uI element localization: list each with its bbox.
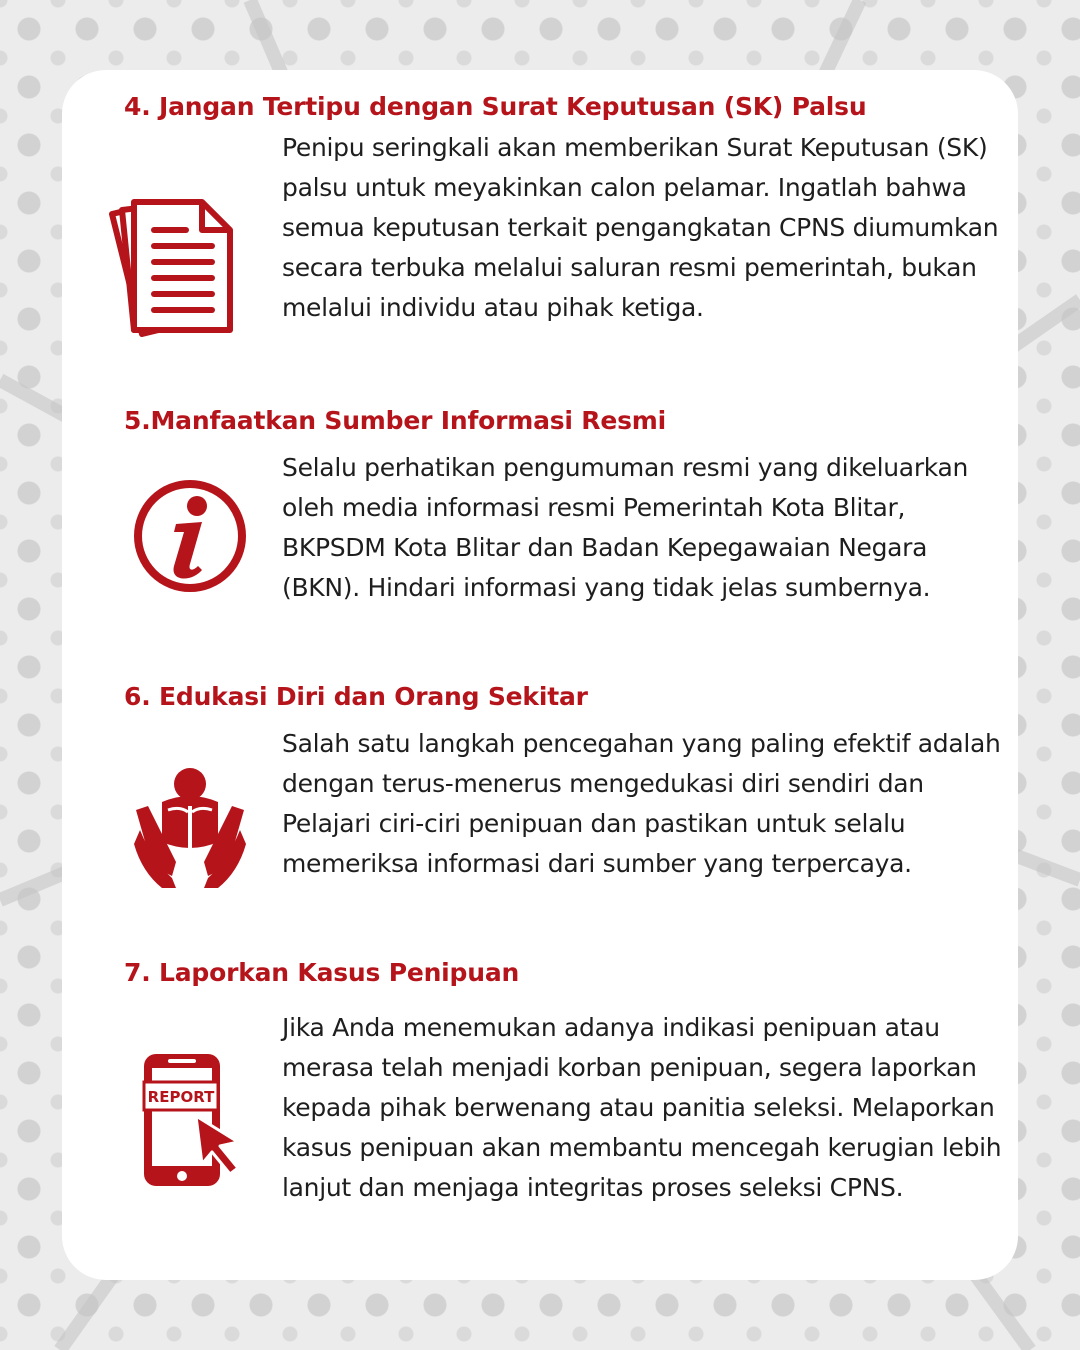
section-body: Jika Anda menemukan adanya indikasi penipuan atau merasa telah menjadi korban penipuan, segera laporkan kepada pihak berwenang atau panitia seleksi. Melaporkan kasus penipuan akan membantu mencegah kerugian lebih lanjut dan menjaga integritas proses seleksi CPNS. <box>282 1013 1002 1202</box>
education-hands-icon <box>132 766 248 890</box>
section-heading: 7. Laporkan Kasus Penipuan <box>124 958 520 987</box>
section-body: Selalu perhatikan pengumuman resmi yang dikeluarkan oleh media informasi resmi Pemerintah Kota Blitar, BKPSDM Kota Blitar dan Badan Kepegawaian Negara (BKN). Hindari informasi yang tidak jelas sumbernya. <box>282 453 969 602</box>
report-label: REPORT <box>147 1088 215 1106</box>
info-icon <box>132 478 248 594</box>
section-heading: 6. Edukasi Diri dan Orang Sekitar <box>124 682 588 711</box>
section-heading: 5.Manfaatkan Sumber Informasi Resmi <box>124 406 666 435</box>
content-card <box>62 70 1018 1280</box>
section-body: Salah satu langkah pencegahan yang paling efektif adalah dengan terus-menerus mengedukasi diri sendiri dan Pelajari ciri-ciri penipuan dan pastikan untuk selalu memeriksa informasi dari sumber yang terpercaya. <box>282 729 1001 878</box>
documents-icon <box>106 196 252 342</box>
section-heading: 4. Jangan Tertipu dengan Surat Keputusan (SK) Palsu <box>124 92 867 121</box>
section-body: Penipu seringkali akan memberikan Surat Keputusan (SK) palsu untuk meyakinkan calon pelamar. Ingatlah bahwa semua keputusan terkait pengangkatan CPNS diumumkan secara terbuka melalui saluran resmi pemerintah, bukan melalui individu atau pihak ketiga. <box>282 133 999 322</box>
report-phone-icon <box>138 1050 250 1190</box>
